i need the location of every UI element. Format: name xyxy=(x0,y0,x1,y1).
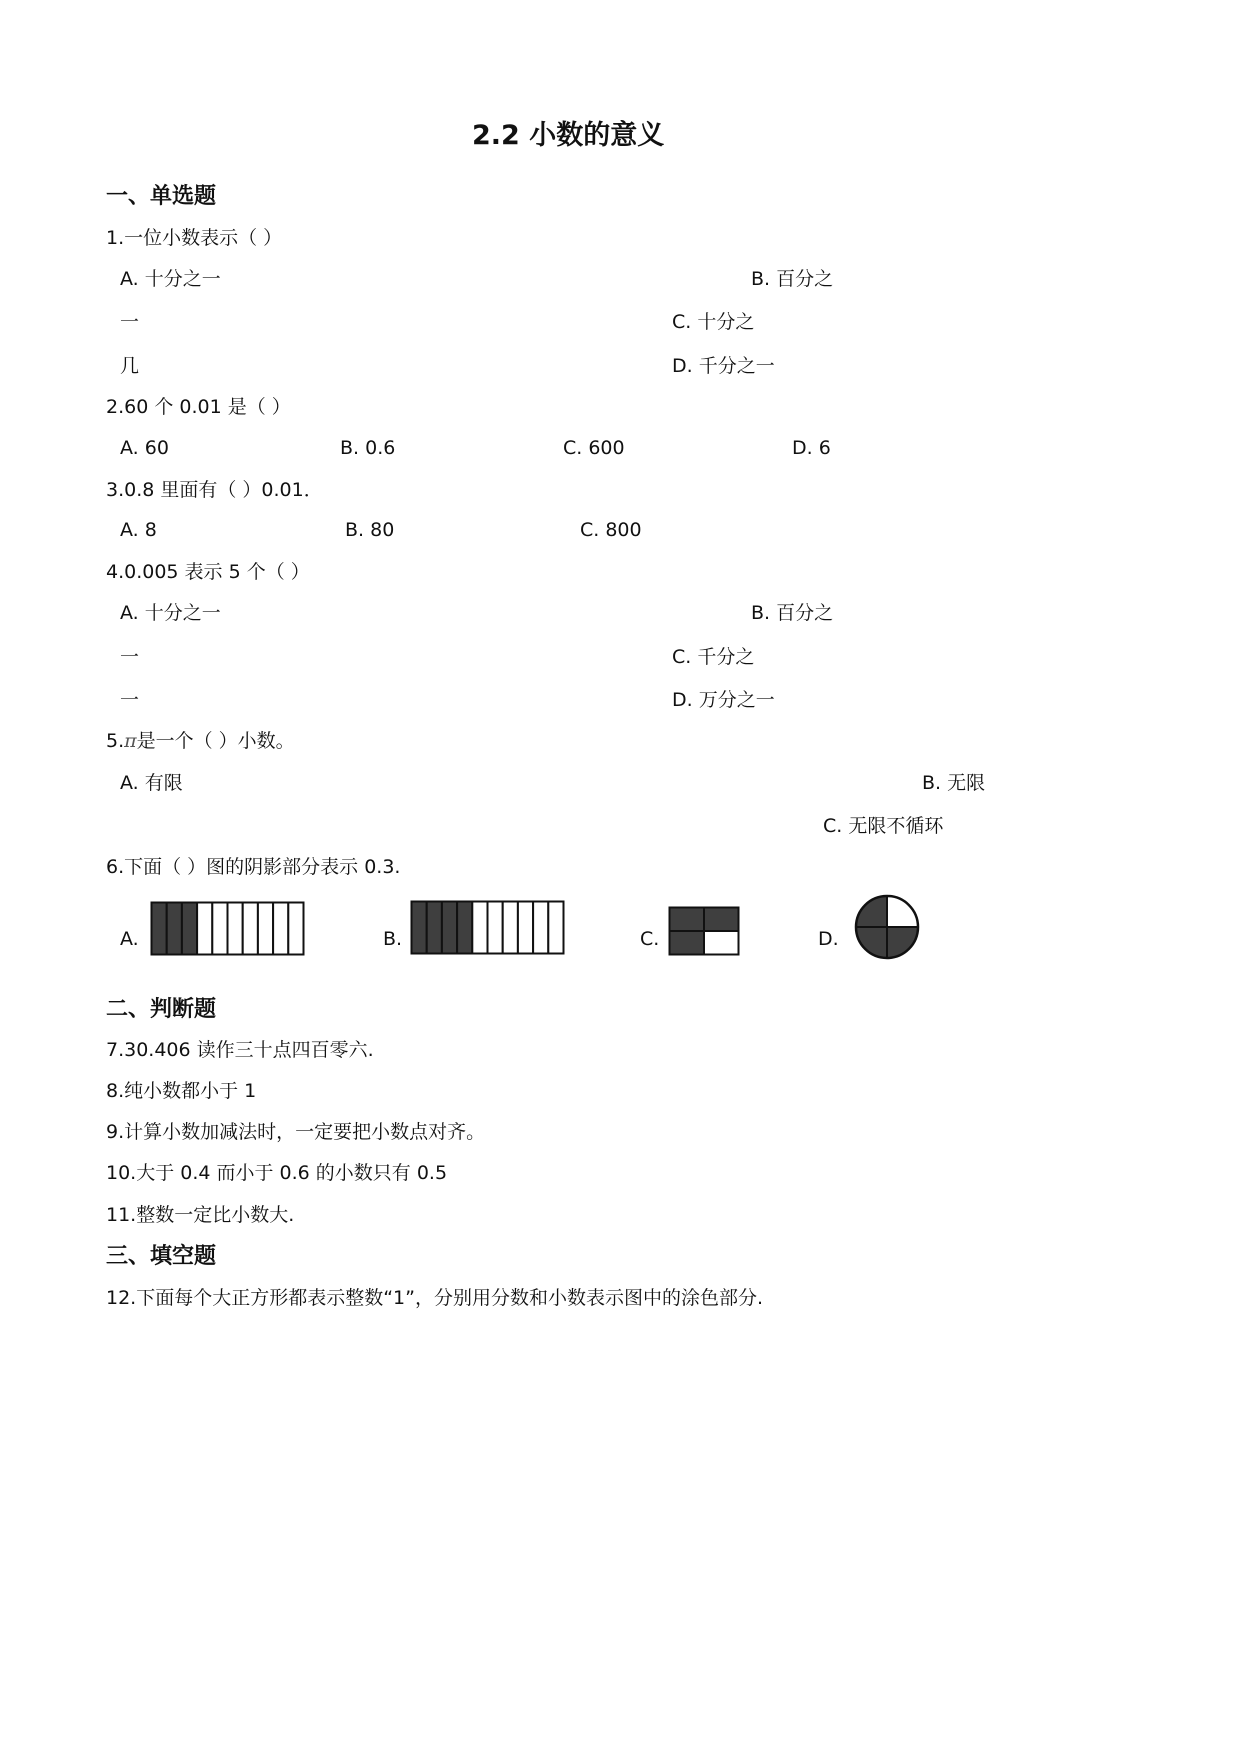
question-6-option-c[interactable]: C. xyxy=(640,928,660,950)
figure-c-cell-top-right xyxy=(704,908,739,932)
figure-b-strip-7 xyxy=(503,902,518,954)
question-9: 9.计算小数加减法时，一定要把小数点对齐。 xyxy=(106,1121,486,1143)
figure-c-cell-bottom-right xyxy=(704,931,739,955)
question-1-option-c-continued: 几 xyxy=(120,355,140,377)
question-6-option-d[interactable]: D. xyxy=(818,928,839,950)
figure-d-circle-diagram xyxy=(852,894,922,960)
question-6-option-b[interactable]: B. xyxy=(383,928,403,950)
figure-a-strip-5 xyxy=(212,903,227,955)
question-5-stem xyxy=(106,729,295,753)
figure-a-strips xyxy=(152,903,304,955)
figure-b-strip-10 xyxy=(548,902,563,954)
question-2-stem: 2.60 个 0.01 是（ ） xyxy=(106,396,291,418)
question-3-stem: 3.0.8 里面有（ ）0.01． xyxy=(106,479,323,501)
figure-b-strip-5 xyxy=(472,902,487,954)
pi-symbol: π xyxy=(124,730,137,752)
question-6-stem: 6.下面（ ）图的阴影部分表示 0.3. xyxy=(106,856,401,878)
question-1-option-b-continued: 一 xyxy=(120,311,140,333)
question-10: 10.大于 0.4 而小于 0.6 的小数只有 0.5 xyxy=(106,1162,448,1184)
question-12: 12.下面每个大正方形都表示整数“1”，分别用分数和小数表示图中的涂色部分. xyxy=(106,1287,764,1309)
question-8: 8.纯小数都小于 1 xyxy=(106,1080,257,1102)
section-heading-single-choice: 一、单选题 xyxy=(106,184,217,209)
question-4-stem: 4.0.005 表示 5 个（ ） xyxy=(106,561,310,583)
question-5-option-b[interactable]: B. 无限 xyxy=(922,772,986,794)
question-2-option-c[interactable]: C. 600 xyxy=(563,437,625,459)
figure-c-square-diagram xyxy=(668,906,740,956)
question-4-option-d[interactable]: D. 万分之一 xyxy=(672,689,775,711)
figure-a-strip-diagram xyxy=(150,901,306,956)
question-3-option-a[interactable]: A. 8 xyxy=(120,519,157,541)
question-4-option-b[interactable]: B. 百分之 xyxy=(751,602,834,624)
question-4-option-b-continued: 一 xyxy=(120,646,140,668)
question-4-option-a[interactable]: A. 十分之一 xyxy=(120,602,221,624)
figure-b-strip-6 xyxy=(488,902,503,954)
question-1-stem: 1.一位小数表示（ ） xyxy=(106,227,283,249)
question-5-option-c[interactable]: C. 无限不循环 xyxy=(823,815,944,837)
question-5-option-a[interactable]: A. 有限 xyxy=(120,772,183,794)
figure-a-strip-6 xyxy=(228,903,243,955)
figure-a-strip-3 xyxy=(182,903,197,955)
question-3-option-c[interactable]: C. 800 xyxy=(580,519,642,541)
figure-b-strip-4 xyxy=(457,902,472,954)
page-title: 2.2 小数的意义 xyxy=(472,120,665,151)
question-1-option-b[interactable]: B. 百分之 xyxy=(751,268,834,290)
figure-a-strip-2 xyxy=(167,903,182,955)
question-2-option-d[interactable]: D. 6 xyxy=(792,437,831,459)
figure-c-cell-bottom-left xyxy=(670,931,705,955)
figure-b-strip-9 xyxy=(533,902,548,954)
question-1-option-c[interactable]: C. 十分之 xyxy=(672,311,755,333)
question-4-option-c[interactable]: C. 千分之 xyxy=(672,646,755,668)
question-1-option-a[interactable]: A. 十分之一 xyxy=(120,268,221,290)
question-5-text: 是一个（ ）小数。 xyxy=(136,730,295,752)
figure-a-strip-4 xyxy=(197,903,212,955)
figure-a-strip-7 xyxy=(243,903,258,955)
question-2-option-b[interactable]: B. 0.6 xyxy=(340,437,396,459)
question-11: 11.整数一定比小数大. xyxy=(106,1204,295,1226)
figure-b-strip-3 xyxy=(442,902,457,954)
question-6-option-a[interactable]: A. xyxy=(120,928,139,950)
figure-b-strip-diagram xyxy=(410,900,566,955)
figure-b-strip-1 xyxy=(412,902,427,954)
figure-b-strip-8 xyxy=(518,902,533,954)
section-heading-true-false: 二、判断题 xyxy=(106,997,217,1022)
question-7: 7.30.406 读作三十点四百零六. xyxy=(106,1039,374,1061)
figure-a-strip-9 xyxy=(273,903,288,955)
figure-b-strips xyxy=(412,902,564,954)
figure-b-strip-2 xyxy=(427,902,442,954)
figure-a-strip-8 xyxy=(258,903,273,955)
figure-a-strip-10 xyxy=(288,903,303,955)
question-1-option-d[interactable]: D. 千分之一 xyxy=(672,355,775,377)
section-heading-fill-in: 三、填空题 xyxy=(106,1244,217,1269)
question-5-number: 5. xyxy=(106,730,125,752)
figure-c-cell-top-left xyxy=(670,908,705,932)
question-2-option-a[interactable]: A. 60 xyxy=(120,437,169,459)
figure-a-strip-1 xyxy=(152,903,167,955)
question-3-option-b[interactable]: B. 80 xyxy=(345,519,395,541)
question-4-option-c-continued: 一 xyxy=(120,689,140,711)
